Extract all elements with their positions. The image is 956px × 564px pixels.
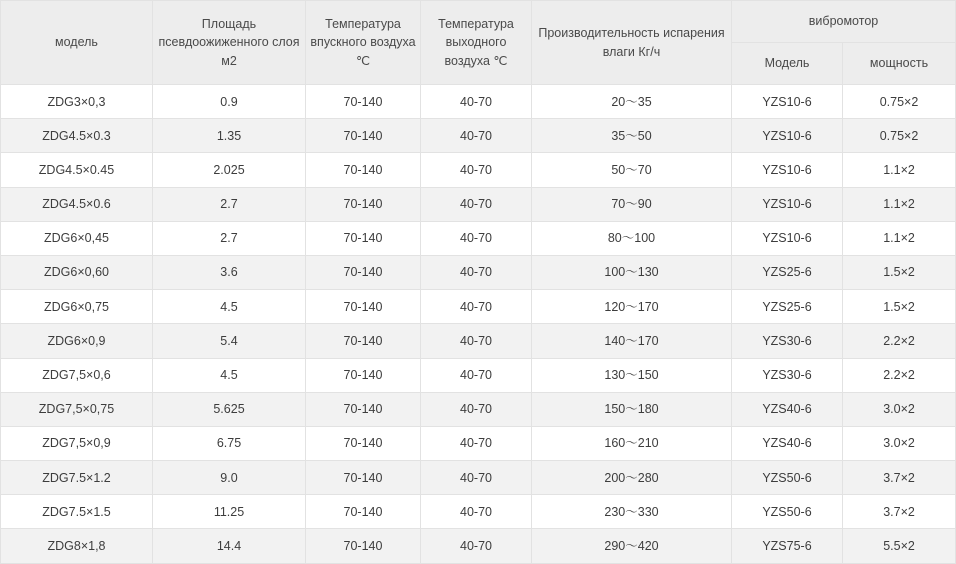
- cell-model: ZDG3×0,3: [1, 85, 153, 119]
- cell-inlet-temperature: 70-140: [306, 290, 421, 324]
- column-header-area: [153, 1, 306, 85]
- cell-vibromotor-model: YZS25-6: [732, 255, 843, 289]
- cell-area: 2.025: [153, 153, 306, 187]
- cell-outlet-temperature: 40-70: [421, 153, 532, 187]
- cell-outlet-temperature: 40-70: [421, 85, 532, 119]
- column-header-vibromotor-model: Модель: [732, 43, 843, 85]
- cell-model: ZDG4.5×0.3: [1, 119, 153, 153]
- cell-inlet-temperature: 70-140: [306, 153, 421, 187]
- cell-evaporation-capacity: 230～330: [532, 495, 732, 529]
- cell-evaporation-capacity: 200～280: [532, 461, 732, 495]
- table-row: [1, 187, 956, 221]
- cell-outlet-temperature: 40-70: [421, 495, 532, 529]
- cell-vibromotor-model: YZS40-6: [732, 392, 843, 426]
- cell-outlet-temperature: 40-70: [421, 324, 532, 358]
- cell-area: 5.4: [153, 324, 306, 358]
- table-row: [1, 461, 956, 495]
- column-header-outlet-temperature-line1: Температура: [438, 17, 514, 32]
- column-header-inlet-temperature-line2: впускного воздуха ℃: [310, 35, 416, 68]
- cell-vibromotor-power: 3.7×2: [843, 461, 956, 495]
- cell-area: 4.5: [153, 290, 306, 324]
- cell-vibromotor-model: YZS10-6: [732, 119, 843, 153]
- cell-vibromotor-model: YZS50-6: [732, 461, 843, 495]
- cell-vibromotor-power: 2.2×2: [843, 324, 956, 358]
- cell-inlet-temperature: 70-140: [306, 119, 421, 153]
- column-header-area-line3: м2: [221, 53, 237, 68]
- column-header-inlet-temperature: [306, 1, 421, 85]
- cell-area: 0.9: [153, 85, 306, 119]
- cell-vibromotor-model: YZS30-6: [732, 358, 843, 392]
- cell-model: ZDG7.5×1.2: [1, 461, 153, 495]
- column-header-evaporation-capacity: [532, 1, 732, 85]
- cell-model: ZDG4.5×0.6: [1, 187, 153, 221]
- cell-vibromotor-power: 5.5×2: [843, 529, 956, 563]
- column-header-model: модель: [1, 1, 153, 85]
- cell-model: ZDG7,5×0,75: [1, 392, 153, 426]
- cell-inlet-temperature: 70-140: [306, 495, 421, 529]
- table-row: [1, 85, 956, 119]
- cell-inlet-temperature: 70-140: [306, 529, 421, 563]
- column-header-vibromotor-power: мощность: [843, 43, 956, 85]
- cell-inlet-temperature: 70-140: [306, 221, 421, 255]
- cell-evaporation-capacity: 130～150: [532, 358, 732, 392]
- cell-outlet-temperature: 40-70: [421, 461, 532, 495]
- cell-model: ZDG8×1,8: [1, 529, 153, 563]
- table-row: [1, 255, 956, 289]
- cell-inlet-temperature: 70-140: [306, 255, 421, 289]
- column-header-area-line2: псевдоожиженного слоя: [158, 35, 300, 50]
- cell-vibromotor-model: YZS75-6: [732, 529, 843, 563]
- cell-area: 6.75: [153, 426, 306, 460]
- cell-outlet-temperature: 40-70: [421, 290, 532, 324]
- cell-inlet-temperature: 70-140: [306, 85, 421, 119]
- cell-outlet-temperature: 40-70: [421, 426, 532, 460]
- cell-outlet-temperature: 40-70: [421, 221, 532, 255]
- cell-model: ZDG4.5×0.45: [1, 153, 153, 187]
- table-row: [1, 153, 956, 187]
- cell-vibromotor-power: 0.75×2: [843, 85, 956, 119]
- column-header-area-line1: Площадь: [201, 17, 257, 32]
- cell-inlet-temperature: 70-140: [306, 187, 421, 221]
- cell-evaporation-capacity: 150～180: [532, 392, 732, 426]
- cell-vibromotor-model: YZS25-6: [732, 290, 843, 324]
- cell-vibromotor-power: 1.1×2: [843, 221, 956, 255]
- table-row: [1, 495, 956, 529]
- cell-area: 5.625: [153, 392, 306, 426]
- cell-area: 3.6: [153, 255, 306, 289]
- cell-vibromotor-power: 1.5×2: [843, 290, 956, 324]
- cell-evaporation-capacity: 50～70: [532, 153, 732, 187]
- cell-model: ZDG7,5×0,9: [1, 426, 153, 460]
- cell-outlet-temperature: 40-70: [421, 529, 532, 563]
- table-header: [1, 1, 956, 85]
- column-header-outlet-temperature-line2: выходного: [445, 35, 507, 50]
- cell-evaporation-capacity: 20～35: [532, 85, 732, 119]
- cell-area: 1.35: [153, 119, 306, 153]
- cell-model: ZDG7.5×1.5: [1, 495, 153, 529]
- cell-vibromotor-power: 1.1×2: [843, 187, 956, 221]
- table-row: [1, 529, 956, 563]
- table-row: [1, 119, 956, 153]
- cell-vibromotor-model: YZS10-6: [732, 221, 843, 255]
- cell-outlet-temperature: 40-70: [421, 255, 532, 289]
- column-header-vibromotor: вибромотор: [732, 1, 956, 43]
- cell-outlet-temperature: 40-70: [421, 187, 532, 221]
- cell-vibromotor-power: 1.5×2: [843, 255, 956, 289]
- table-row: [1, 358, 956, 392]
- cell-inlet-temperature: 70-140: [306, 426, 421, 460]
- cell-inlet-temperature: 70-140: [306, 358, 421, 392]
- cell-vibromotor-model: YZS40-6: [732, 426, 843, 460]
- cell-evaporation-capacity: 100～130: [532, 255, 732, 289]
- table-row: [1, 392, 956, 426]
- cell-evaporation-capacity: 35～50: [532, 119, 732, 153]
- cell-area: 14.4: [153, 529, 306, 563]
- table-row: [1, 324, 956, 358]
- cell-vibromotor-model: YZS30-6: [732, 324, 843, 358]
- column-header-evaporation-capacity-line2: влаги Кг/ч: [602, 44, 661, 59]
- cell-vibromotor-power: 2.2×2: [843, 358, 956, 392]
- cell-vibromotor-power: 0.75×2: [843, 119, 956, 153]
- cell-area: 9.0: [153, 461, 306, 495]
- cell-vibromotor-model: YZS10-6: [732, 153, 843, 187]
- cell-vibromotor-power: 3.0×2: [843, 426, 956, 460]
- cell-inlet-temperature: 70-140: [306, 461, 421, 495]
- cell-evaporation-capacity: 160～210: [532, 426, 732, 460]
- cell-area: 11.25: [153, 495, 306, 529]
- cell-outlet-temperature: 40-70: [421, 358, 532, 392]
- cell-vibromotor-model: YZS50-6: [732, 495, 843, 529]
- table-header-row-1: [1, 1, 956, 43]
- table-row: [1, 426, 956, 460]
- cell-area: 2.7: [153, 187, 306, 221]
- cell-inlet-temperature: 70-140: [306, 324, 421, 358]
- table-body: [1, 85, 956, 564]
- column-header-evaporation-capacity-line1: Производительность испарения: [538, 26, 725, 41]
- cell-vibromotor-model: YZS10-6: [732, 85, 843, 119]
- table-row: [1, 221, 956, 255]
- cell-evaporation-capacity: 290～420: [532, 529, 732, 563]
- cell-inlet-temperature: 70-140: [306, 392, 421, 426]
- cell-outlet-temperature: 40-70: [421, 119, 532, 153]
- column-header-outlet-temperature: [421, 1, 532, 85]
- cell-model: ZDG6×0,75: [1, 290, 153, 324]
- cell-evaporation-capacity: 70～90: [532, 187, 732, 221]
- cell-model: ZDG6×0,9: [1, 324, 153, 358]
- cell-vibromotor-power: 3.7×2: [843, 495, 956, 529]
- cell-area: 4.5: [153, 358, 306, 392]
- table-row: [1, 290, 956, 324]
- cell-vibromotor-power: 1.1×2: [843, 153, 956, 187]
- cell-vibromotor-power: 3.0×2: [843, 392, 956, 426]
- cell-area: 2.7: [153, 221, 306, 255]
- column-header-outlet-temperature-line3: воздуха ℃: [444, 53, 508, 68]
- cell-evaporation-capacity: 140～170: [532, 324, 732, 358]
- cell-evaporation-capacity: 120～170: [532, 290, 732, 324]
- cell-model: ZDG7,5×0,6: [1, 358, 153, 392]
- cell-outlet-temperature: 40-70: [421, 392, 532, 426]
- cell-vibromotor-model: YZS10-6: [732, 187, 843, 221]
- cell-model: ZDG6×0,60: [1, 255, 153, 289]
- column-header-inlet-temperature-line1: Температура: [325, 17, 401, 32]
- cell-evaporation-capacity: 80～100: [532, 221, 732, 255]
- cell-model: ZDG6×0,45: [1, 221, 153, 255]
